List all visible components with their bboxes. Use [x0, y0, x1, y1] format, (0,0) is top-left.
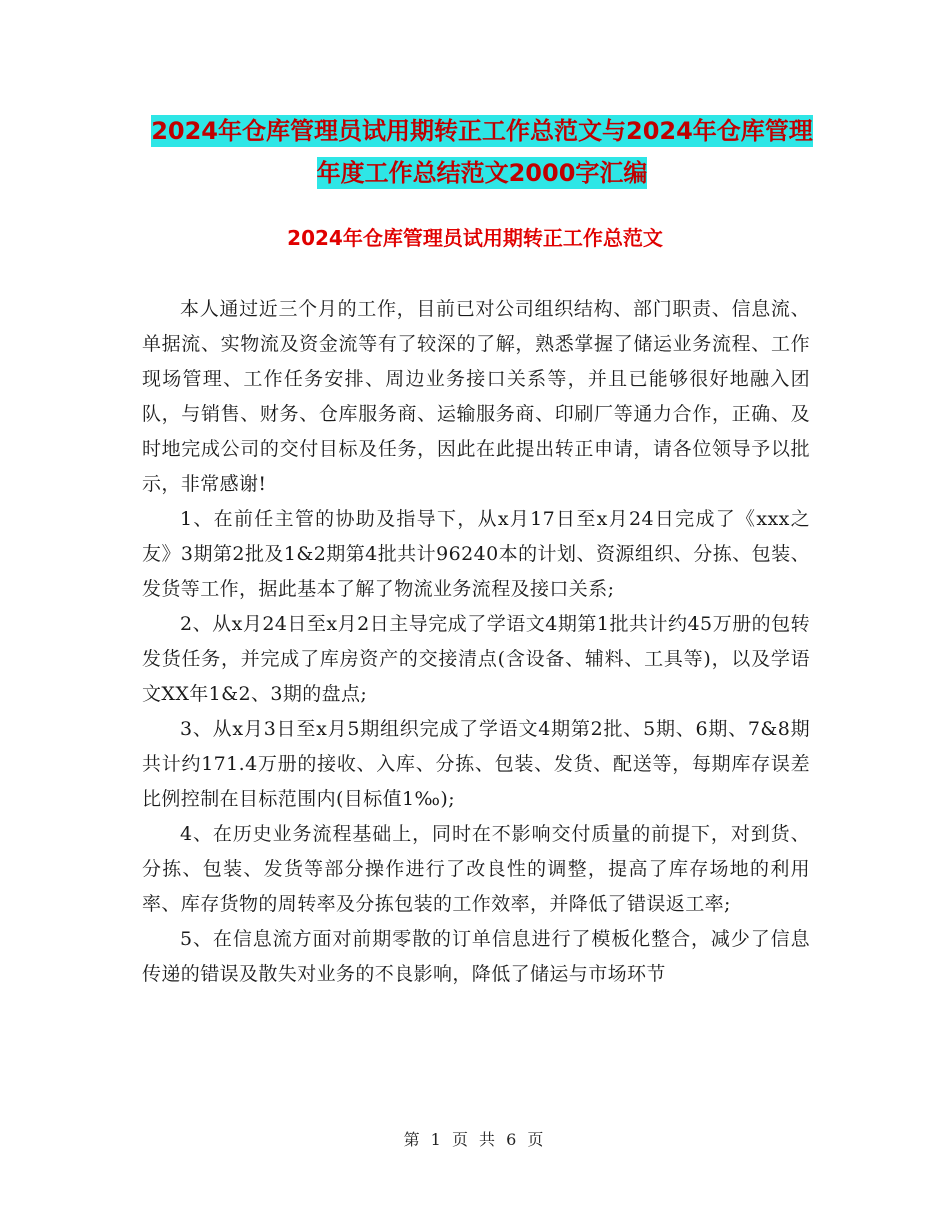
- document-title-text: 2024年仓库管理员试用期转正工作总范文与2024年仓库管理年度工作总结范文2000字汇编: [151, 117, 813, 187]
- document-body: [142, 292, 810, 992]
- paragraph-item-2: 2、从x月24日至x月2日主导完成了学语文4期第1批共计约45万册的包转发货任务，并完成了库房资产的交接清点(含设备、辅料、工具等)，以及学语文XX年1&2、3期的盘点;: [142, 613, 810, 705]
- document-title: [142, 110, 822, 194]
- paragraph-intro: 本人通过近三个月的工作，目前已对公司组织结构、部门职责、信息流、单据流、实物流及资金流等有了较深的了解，熟悉掌握了储运业务流程、工作现场管理、工作任务安排、周边业务接口关系等，并且已能够很好地融入团队，与销售、财务、仓库服务商、运输服务商、印刷厂等通力合作，正确、及时地完成公司的交付目标及任务，因此在此提出转正申请，请各位领导予以批示，非常感谢!: [142, 298, 810, 495]
- paragraph-item-1: 1、在前任主管的协助及指导下，从x月17日至x月24日完成了《xxx之友》3期第2批及1&2期第4批共计96240本的计划、资源组织、分拣、包装、发货等工作，据此基本了解了物流业务流程及接口关系;: [142, 508, 810, 600]
- paragraph-item-5: 5、在信息流方面对前期零散的订单信息进行了模板化整合，减少了信息传递的错误及散失对业务的不良影响，降低了储运与市场环节: [142, 928, 810, 985]
- section-title: 2024年仓库管理员试用期转正工作总范文: [287, 226, 663, 250]
- page-number-footer: 第 1 页 共 6 页: [403, 1130, 547, 1149]
- paragraph-item-3: 3、从x月3日至x月5期组织完成了学语文4期第2批、5期、6期、7&8期共计约171.4万册的接收、入库、分拣、包装、发货、配送等，每期库存误差比例控制在目标范围内(目标值1‰);: [142, 718, 810, 810]
- paragraph-item-4: 4、在历史业务流程基础上，同时在不影响交付质量的前提下，对到货、分拣、包装、发货等部分操作进行了改良性的调整，提高了库存场地的利用率、库存货物的周转率及分拣包装的工作效率，并降低了错误返工率;: [142, 823, 810, 915]
